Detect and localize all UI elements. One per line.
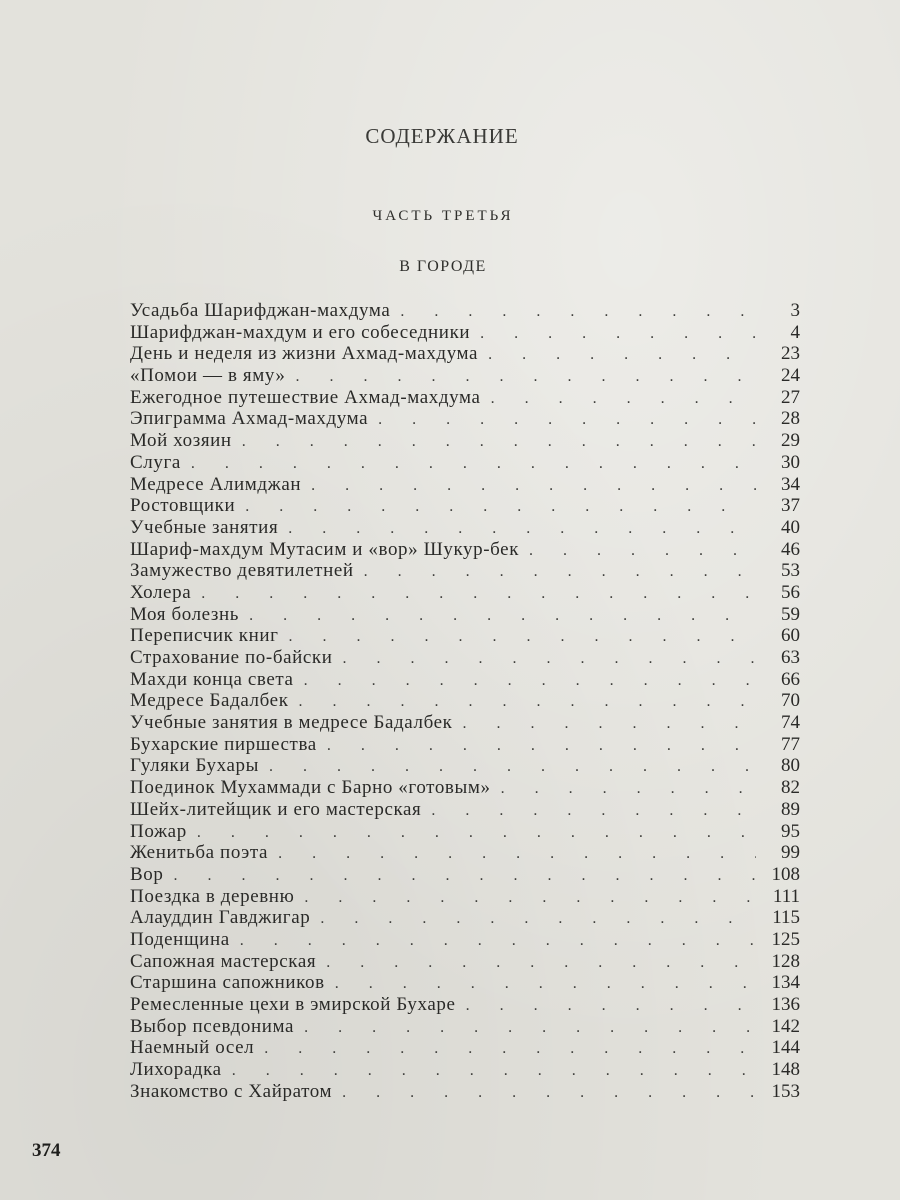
toc-entry	[130, 690, 800, 712]
toc-entry-page: 82	[781, 777, 800, 799]
section-heading: В ГОРОДЕ	[399, 258, 487, 275]
toc-entry-page: 115	[772, 907, 800, 929]
dot-leader	[332, 1082, 756, 1104]
toc-entry	[130, 907, 800, 929]
dot-leader	[421, 800, 756, 822]
toc-entry-page: 108	[771, 863, 800, 885]
toc-entry	[130, 604, 800, 626]
toc-entry-page: 66	[781, 668, 800, 690]
toc-entry-title: Пожар	[130, 820, 187, 842]
dot-leader	[235, 496, 756, 518]
toc-entry	[130, 300, 800, 322]
toc-entry-title: «Помои — в яму»	[130, 365, 286, 387]
toc-entry-title: Усадьба Шарифджан-махдума	[130, 300, 391, 321]
toc-entry-title: Слуга	[130, 451, 181, 473]
toc-entry-page: 40	[781, 516, 800, 538]
toc-entry	[130, 734, 800, 756]
toc-entry-title: Гуляки Бухары	[130, 755, 259, 777]
toc-entry-title: Холера	[130, 581, 192, 603]
toc-entry-page: 80	[781, 755, 800, 777]
toc-entry-title: Махди конца света	[130, 668, 294, 690]
toc-entry-title: Учебные занятия	[130, 516, 279, 538]
toc-entry	[130, 972, 800, 994]
toc-entry-page: 59	[781, 603, 800, 625]
toc-entry-title: Вор	[130, 863, 164, 885]
toc-entry-page: 128	[771, 950, 800, 972]
dot-leader	[279, 626, 756, 648]
dot-leader	[254, 1038, 756, 1060]
dot-leader	[519, 540, 756, 562]
toc-entry-page: 77	[781, 733, 800, 755]
dot-leader	[232, 431, 756, 453]
toc-entry-page: 99	[781, 842, 800, 864]
toc-entry	[130, 430, 800, 452]
toc-entry	[130, 387, 800, 409]
toc-entry-page: 3	[790, 300, 800, 321]
dot-leader	[456, 995, 756, 1017]
dot-leader	[239, 605, 756, 627]
toc-entry-page: 37	[781, 495, 800, 517]
toc-entry-page: 136	[771, 994, 800, 1015]
toc-entry	[130, 994, 800, 1016]
toc-entry	[130, 669, 800, 691]
toc-entry-title: Поединок Мухаммади с Барно «готовым»	[130, 777, 491, 799]
toc-entry	[130, 1081, 800, 1103]
toc-entry-page: 142	[771, 1015, 800, 1037]
toc-entry	[130, 343, 800, 365]
toc-entry-page: 144	[771, 1037, 800, 1059]
dot-leader	[181, 453, 756, 475]
part-heading: ЧАСТЬ ТРЕТЬЯ	[372, 208, 514, 224]
toc-list	[130, 300, 800, 1102]
dot-leader	[301, 475, 756, 497]
dot-leader	[325, 973, 756, 995]
toc-entry	[130, 951, 800, 973]
toc-entry-page: 34	[781, 473, 800, 495]
toc-entry	[130, 365, 800, 387]
toc-entry-title: Страхование по-байски	[130, 647, 333, 668]
dot-leader	[333, 648, 756, 670]
toc-entry	[130, 1059, 800, 1081]
toc-entry-title: Поденщина	[130, 928, 230, 950]
toc-entry	[130, 452, 800, 474]
toc-entry-page: 89	[781, 798, 800, 820]
toc-entry-page: 125	[771, 928, 800, 950]
dot-leader	[478, 344, 756, 366]
dot-leader	[481, 388, 756, 410]
toc-entry-page: 30	[781, 451, 800, 473]
toc-entry-page: 111	[772, 885, 800, 907]
dot-leader	[294, 887, 756, 909]
toc-entry-page: 74	[781, 712, 800, 734]
toc-entry	[130, 799, 800, 821]
toc-entry	[130, 647, 800, 669]
toc-entry-page: 29	[781, 430, 800, 452]
dot-leader	[289, 691, 756, 713]
dot-leader	[191, 583, 756, 605]
toc-entry-title: Медресе Алимджан	[130, 473, 302, 495]
dot-leader	[163, 865, 756, 887]
toc-entry	[130, 322, 800, 344]
toc-entry-page: 95	[781, 820, 800, 842]
toc-entry	[130, 842, 800, 864]
toc-entry-page: 28	[781, 408, 800, 430]
toc-entry-page: 70	[781, 690, 800, 712]
toc-entry-page: 46	[781, 538, 800, 560]
page-number: 374	[32, 1140, 61, 1161]
toc-entry-title: Переписчик книг	[130, 625, 279, 647]
toc-entry	[130, 1037, 800, 1059]
dot-leader	[368, 409, 756, 431]
dot-leader	[354, 561, 756, 583]
toc-entry-title: Ремесленные цехи в эмирской Бухаре	[130, 994, 456, 1015]
toc-entry	[130, 582, 800, 604]
toc-entry-title: Бухарские пиршества	[130, 733, 317, 755]
toc-entry-title: Женитьба поэта	[130, 842, 269, 864]
toc-entry	[130, 712, 800, 734]
toc-entry	[130, 408, 800, 430]
toc-entry-page: 63	[781, 647, 800, 668]
dot-leader	[222, 1060, 756, 1082]
dot-leader	[187, 822, 756, 844]
toc-entry-page: 148	[771, 1059, 800, 1081]
toc-entry	[130, 560, 800, 582]
toc-entry	[130, 495, 800, 517]
toc-entry	[130, 864, 800, 886]
toc-entry-page: 4	[790, 321, 800, 343]
toc-entry-title: Поездка в деревню	[130, 885, 295, 907]
toc-entry	[130, 625, 800, 647]
toc-entry	[130, 821, 800, 843]
dot-leader	[268, 843, 756, 865]
toc-entry-title: Лихорадка	[130, 1059, 222, 1081]
toc-entry	[130, 777, 800, 799]
toc-entry-page: 56	[781, 581, 800, 603]
toc-entry	[130, 517, 800, 539]
toc-entry-title: День и неделя из жизни Ахмад-махдума	[130, 343, 479, 365]
toc-entry-title: Алауддин Гавджигар	[130, 907, 311, 929]
dot-leader	[470, 323, 756, 345]
dot-leader	[390, 301, 756, 323]
toc-entry	[130, 929, 800, 951]
toc-entry-title: Шейх-литейщик и его мастерская	[130, 798, 422, 820]
dot-leader	[230, 930, 756, 952]
dot-leader	[259, 756, 756, 778]
dot-leader	[286, 366, 756, 388]
toc-entry-title: Шарифджан-махдум и его собеседники	[130, 321, 471, 343]
dot-leader	[278, 518, 756, 540]
page-title: СОДЕРЖАНИЕ	[365, 124, 519, 148]
toc-entry-title: Ростовщики	[130, 495, 236, 517]
dot-leader	[294, 1017, 756, 1039]
toc-entry-title: Наемный осел	[130, 1037, 255, 1059]
toc-entry	[130, 886, 800, 908]
toc-entry-title: Замужество девятилетней	[130, 560, 354, 582]
toc-entry-page: 27	[781, 386, 800, 408]
toc-entry-page: 60	[781, 625, 800, 647]
toc-entry-title: Сапожная мастерская	[130, 950, 317, 972]
dot-leader	[316, 952, 756, 974]
toc-entry-title: Знакомство с Хайратом	[130, 1080, 333, 1102]
dot-leader	[317, 735, 756, 757]
toc-entry-title: Ежегодное путешествие Ахмад-махдума	[130, 386, 481, 408]
toc-entry	[130, 474, 800, 496]
toc-entry-title: Старшина сапожников	[130, 972, 325, 994]
toc-entry-title: Медресе Бадалбек	[130, 690, 289, 712]
dot-leader	[452, 713, 756, 735]
dot-leader	[491, 778, 756, 800]
dot-leader	[294, 670, 756, 692]
toc-entry-page: 153	[771, 1080, 800, 1102]
toc-entry-page: 24	[781, 365, 800, 387]
toc-entry-title: Шариф-махдум Мутасим и «вор» Шукур-бек	[130, 538, 520, 560]
toc-entry	[130, 1016, 800, 1038]
toc-entry	[130, 755, 800, 777]
toc-entry-page: 53	[781, 560, 800, 582]
toc-entry-title: Моя болезнь	[130, 603, 240, 625]
toc-entry	[130, 539, 800, 561]
dot-leader	[310, 908, 756, 930]
toc-entry-page: 23	[781, 343, 800, 365]
toc-entry-title: Эпиграмма Ахмад-махдума	[130, 408, 369, 430]
toc-entry-page: 134	[771, 972, 800, 994]
toc-entry-title: Выбор псевдонима	[130, 1015, 295, 1037]
toc-entry-title: Учебные занятия в медресе Бадалбек	[130, 712, 453, 734]
toc-entry-title: Мой хозяин	[130, 430, 232, 452]
